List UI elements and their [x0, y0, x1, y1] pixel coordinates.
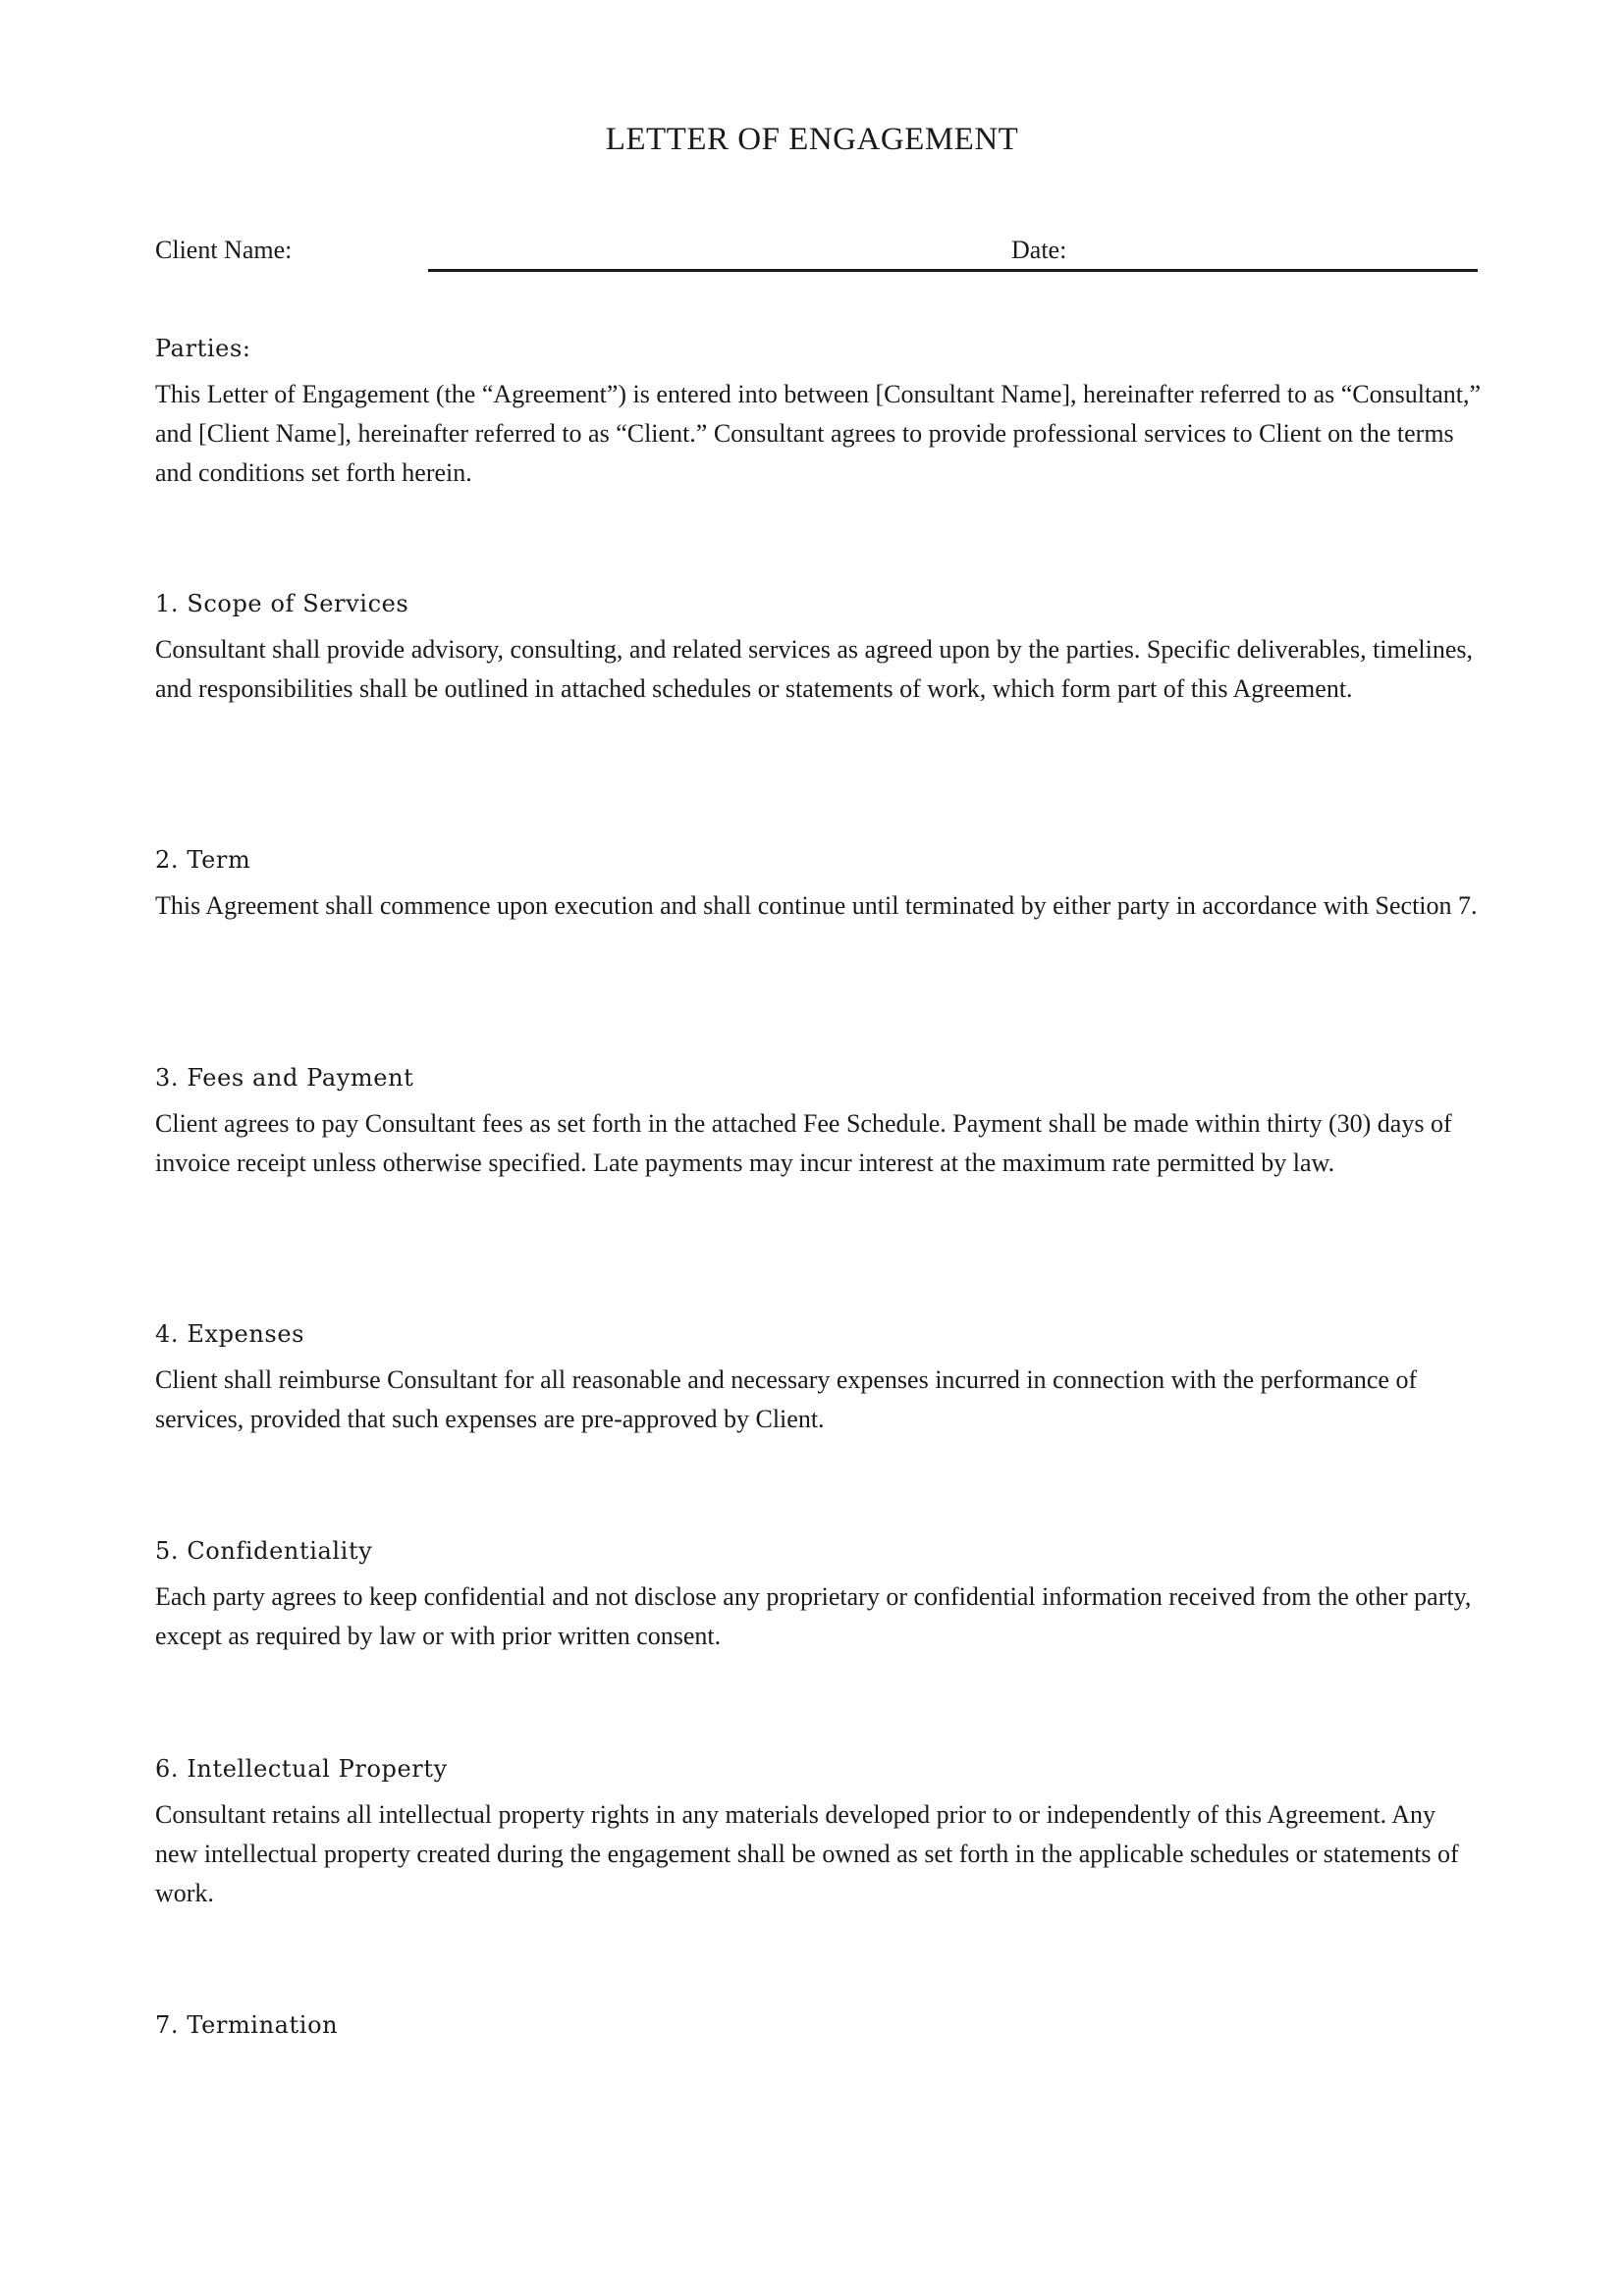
section-heading: 6. Intellectual Property — [155, 1755, 448, 1783]
client-name-label: Client Name: — [155, 236, 293, 264]
section-heading: Parties: — [155, 335, 251, 362]
section-body: Consultant retains all intellectual property rights in any materials developed prior to or independently of this Agreement. Any new intellectual property created during the engagement shall be owned as set forth in the applicable schedules or statements of work. — [155, 1800, 1459, 1907]
section-body: Each party agrees to keep confidential and not disclose any proprietary or confidential information received from the other party, except as required by law or with prior written consent. — [155, 1582, 1472, 1650]
section-fees-and-payment — [155, 1063, 1481, 1183]
section-body: Consultant shall provide advisory, consulting, and related services as agreed upon by the parties. Specific deliverables, timelines, and responsibilities shall be outlined in attached schedules or statements of work, which form part of this Agreement. — [155, 635, 1473, 703]
section-confidentiality — [155, 1536, 1481, 1656]
section-heading: 4. Expenses — [155, 1320, 305, 1348]
section-intellectual-property — [155, 1754, 1481, 1913]
date-label: Date: — [1011, 236, 1067, 264]
section-body: Client shall reimburse Consultant for all reasonable and necessary expenses incurred in connection with the performance of services, provided that such expenses are pre-approved by Client. — [155, 1365, 1418, 1433]
section-heading: 7. Termination — [155, 2011, 339, 2039]
section-heading: 3. Fees and Payment — [155, 1064, 414, 1092]
section-heading: 1. Scope of Services — [155, 590, 409, 617]
section-body: Client agrees to pay Consultant fees as set forth in the attached Fee Schedule. Payment shall be made within thirty (30) days of invoice receipt unless otherwise specified. Late payments may incur interest at the maximum rate permitted by law. — [155, 1109, 1452, 1177]
section-scope-of-services — [155, 589, 1481, 709]
client-name-underline — [428, 269, 1478, 272]
section-term — [155, 845, 1481, 926]
section-heading: 2. Term — [155, 846, 251, 874]
section-heading: 5. Confidentiality — [155, 1537, 373, 1565]
section-body: This Letter of Engagement (the “Agreement”) is entered into between [Consultant Name], hereinafter referred to as “Consultant,” and [Client Name], hereinafter referred to as “Client.” Consultant agrees to provide professional services to Client on the terms and conditions set forth herein. — [155, 380, 1482, 487]
client-date-field-row — [155, 236, 1478, 275]
document-title: LETTER OF ENGAGEMENT — [605, 122, 1019, 157]
section-parties — [155, 334, 1481, 493]
section-body: This Agreement shall commence upon execution and shall continue until terminated by either party in accordance with Section 7. — [155, 891, 1478, 920]
section-expenses — [155, 1319, 1481, 1439]
section-termination — [155, 2010, 1481, 2052]
